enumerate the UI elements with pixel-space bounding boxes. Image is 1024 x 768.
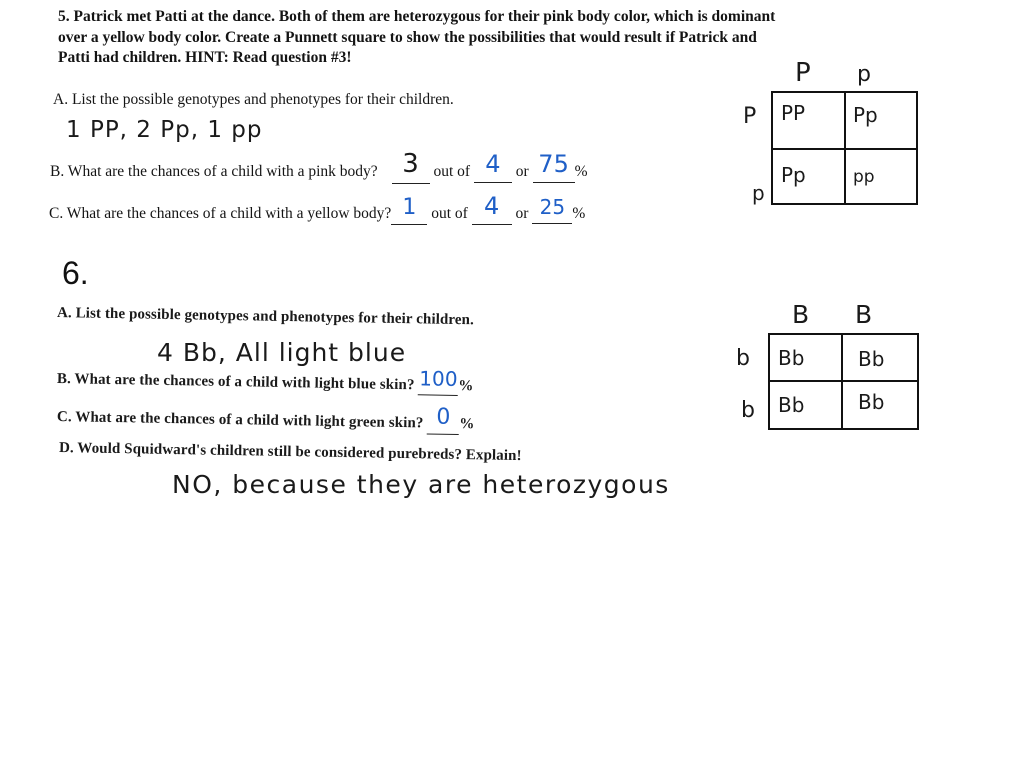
q6-punnett-side-label-1: b <box>736 346 750 371</box>
q6-c-pct: % <box>459 416 475 433</box>
q6-c-line <box>57 402 475 435</box>
q6-punnett-cell-3: Bb <box>778 393 805 417</box>
q6-c-prompt: C. What are the chances of a child with light green skin? <box>56 409 424 432</box>
q6-punnett-top-label-1: B <box>792 300 810 329</box>
q5-b-line <box>50 149 588 184</box>
q5-punnett-cell-3: Pp <box>781 163 806 187</box>
q6-b-prompt: B. What are the chances of a child with light blue skin? <box>56 371 415 394</box>
q6-b-blank <box>418 366 458 396</box>
q5-b-blank-3 <box>533 150 575 183</box>
q6-number: 6. <box>62 255 89 291</box>
q6-b-pct: % <box>458 378 474 395</box>
q5-a-prompt: A. List the possible genotypes and phenotypes for their children. <box>53 91 454 108</box>
q5-punnett-cell-1: PP <box>781 101 806 125</box>
q6-b-answer: 100 <box>419 366 458 391</box>
q5-c-blank-1 <box>391 195 427 225</box>
q5-c-answer-1: 1 <box>402 195 417 220</box>
q5-b-answer-3: 75 <box>538 150 569 178</box>
q5-c-prompt: C. What are the chances of a child with a yellow body? <box>49 205 392 222</box>
q5-punnett-cell-4: pp <box>853 167 875 187</box>
q5-line-3: Patti had children. HINT: Read question #3! <box>58 49 352 66</box>
q5-line-1: 5. Patrick met Patti at the dance. Both of them are heterozygous for their pink body color, which is dominant <box>58 8 776 25</box>
q6-punnett-cell-4: Bb <box>858 390 885 414</box>
q6-d-answer: NO, because they are heterozygous <box>172 470 670 499</box>
q5-b-pct: % <box>574 163 588 180</box>
q6-c-blank <box>427 404 459 435</box>
q5-b-answer-1: 3 <box>402 149 419 179</box>
q5-b-answer-2: 4 <box>485 150 501 178</box>
q5-c-answer-2: 4 <box>484 192 500 220</box>
q5-b-out-of: out of <box>433 163 471 180</box>
q5-punnett-top-label-1: P <box>795 58 811 88</box>
q6-punnett-top-label-2: B <box>855 300 873 329</box>
q5-punnett-side-label-1: P <box>743 104 757 129</box>
q5-punnett-side-label-2: p <box>752 181 765 205</box>
q5-punnett-cell-2: Pp <box>853 103 878 127</box>
q6-a-prompt: A. List the possible genotypes and phenotypes for their children. <box>56 305 475 329</box>
q5-c-blank-3 <box>532 195 572 224</box>
q5-c-pct: % <box>572 205 586 222</box>
q5-c-line <box>49 192 586 225</box>
q5-line-2: over a yellow body color. Create a Punnett square to show the possibilities that would result if Patrick and <box>58 29 757 46</box>
q6-a-answer: 4 Bb, All light blue <box>157 338 407 367</box>
q6-d-prompt: D. Would Squidward's children still be considered purebreds? Explain! <box>58 440 522 465</box>
q5-b-blank-1 <box>392 149 430 184</box>
q5-c-out-of: out of <box>431 205 468 222</box>
q5-punnett-top-label-2: p <box>857 62 871 87</box>
q5-b-blank-2 <box>474 150 512 183</box>
q5-b-prompt: B. What are the chances of a child with a pink body? <box>50 163 378 180</box>
q6-punnett-cell-2: Bb <box>858 347 885 371</box>
q5-c-answer-3: 25 <box>539 195 566 219</box>
q5-b-or: or <box>515 163 529 180</box>
q6-b-line <box>57 364 474 396</box>
q5-punnett-square <box>771 91 918 205</box>
q5-c-blank-2 <box>472 192 512 225</box>
q6-c-answer: 0 <box>436 404 451 430</box>
q6-punnett-cell-1: Bb <box>778 346 805 370</box>
q5-a-answer: 1 PP, 2 Pp, 1 pp <box>66 117 263 143</box>
q5-c-or: or <box>515 205 529 222</box>
q6-punnett-side-label-2: b <box>741 398 755 423</box>
q6-punnett-square <box>768 333 919 430</box>
